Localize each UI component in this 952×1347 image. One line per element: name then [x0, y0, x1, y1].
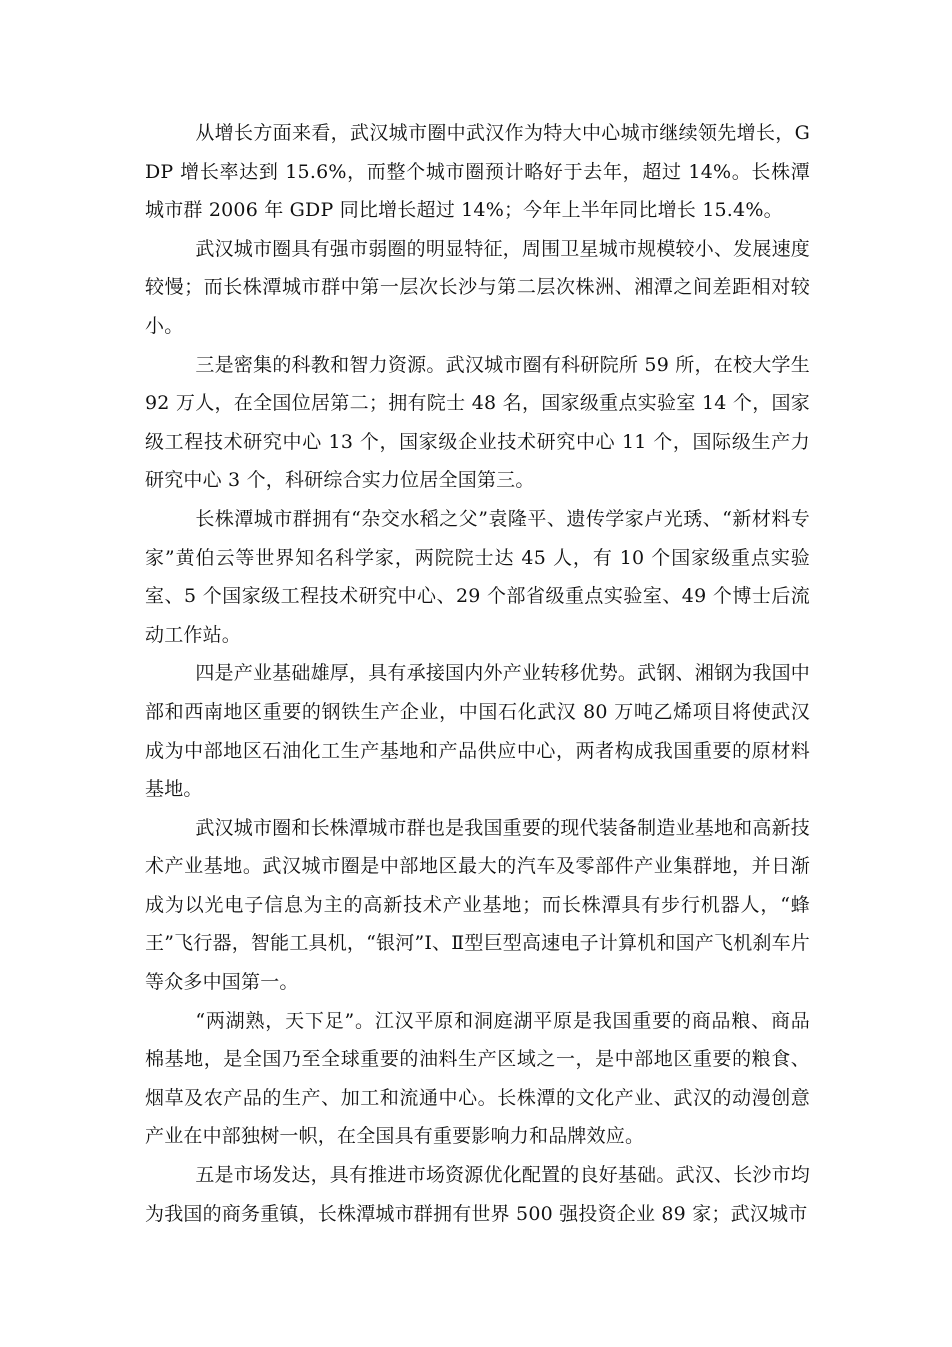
paragraph-education-resources: 三是密集的科教和智力资源。武汉城市圈有科研院所 59 所，在校大学生 92 万人，在全国位居第二；拥有院士 48 名，国家级重点实验室 14 个，国家级工程技术研究中心 13 个，国家级企业技术研究中心 11 个，国际级生产力研究中心 3 个，科研综合实力位居全国第三。 — [145, 353, 810, 492]
paragraph-changzhutan-scientists: 长株潭城市群拥有“杂交水稻之父”袁隆平、遗传学家卢光琇、“新材料专家”黄伯云等世界知名科学家，两院院士达 45 人，有 10 个国家级重点实验室、5 个国家级工程技术研究中心、29 个部省级重点实验室、49 个博士后流动工作站。 — [145, 507, 810, 646]
paragraph-equipment-manufacturing: 武汉城市圈和长株潭城市群也是我国重要的现代装备制造业基地和高新技术产业基地。武汉城市圈是中部地区最大的汽车及零部件产业集群地，并日渐成为以光电子信息为主的高新技术产业基地；而长株潭具有步行机器人，“蜂王”飞行器，智能工具机，“银河”Ⅰ、Ⅱ型巨型高速电子计算机和国产飞机刹车片等众多中国第一。 — [145, 816, 810, 994]
paragraph-agriculture-culture: “两湖熟，天下足”。江汉平原和洞庭湖平原是我国重要的商品粮、商品棉基地，是全国乃至全球重要的油料生产区域之一，是中部地区重要的粮食、烟草及农产品的生产、加工和流通中心。长株潭的文化产业、武汉的动漫创意产业在中部独树一帜，在全国具有重要影响力和品牌效应。 — [145, 1009, 810, 1148]
paragraph-industrial-base: 四是产业基础雄厚，具有承接国内外产业转移优势。武钢、湘钢为我国中部和西南地区重要的钢铁生产企业，中国石化武汉 80 万吨乙烯项目将使武汉成为中部地区石油化工生产基地和产品供应中心，两者构成我国重要的原材料基地。 — [145, 662, 810, 801]
paragraph-market-development: 五是市场发达，具有推进市场资源优化配置的良好基础。武汉、长沙市均为我国的商务重镇，长株潭城市群拥有世界 500 强投资企业 89 家；武汉城市 — [145, 1164, 810, 1225]
paragraph-growth: 从增长方面来看，武汉城市圈中武汉作为特大中心城市继续领先增长，GDP 增长率达到 15.6%，而整个城市圈预计略好于去年，超过 14%。长株潭城市群 2006 年 GDP 同比增长超过 14%；今年上半年同比增长 15.4%。 — [145, 122, 810, 222]
paragraph-strong-city-weak-circle: 武汉城市圈具有强市弱圈的明显特征，周围卫星城市规模较小、发展速度较慢；而长株潭城市群中第一层次长沙与第二层次株洲、湘潭之间差距相对较小。 — [145, 237, 810, 337]
document-body — [145, 114, 810, 1233]
